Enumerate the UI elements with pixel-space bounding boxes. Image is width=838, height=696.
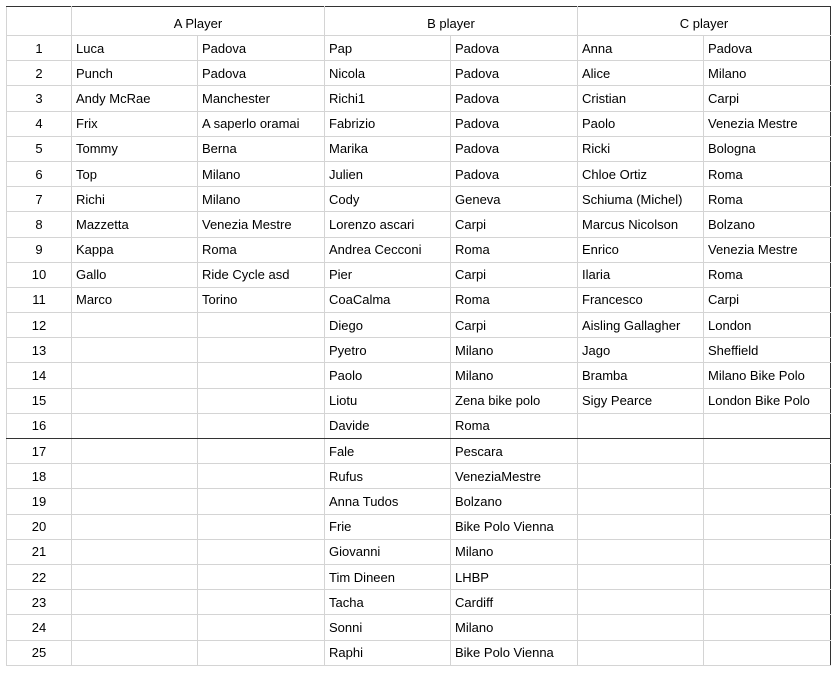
table-row	[7, 439, 831, 464]
c-city-cell[interactable]: Bologna	[704, 136, 831, 161]
a-city-cell[interactable]: Berna	[198, 136, 325, 161]
header-row	[7, 7, 831, 36]
a-city-cell[interactable]: Padova	[198, 36, 325, 61]
a-city-cell[interactable]	[198, 564, 325, 589]
a-name-cell[interactable]: Luca	[72, 36, 198, 61]
c-name-cell[interactable]: Sigy Pearce	[578, 388, 704, 413]
c-name-cell[interactable]	[578, 564, 704, 589]
a-city-cell[interactable]	[198, 590, 325, 615]
a-city-cell[interactable]	[198, 640, 325, 665]
table-row	[7, 615, 831, 640]
c-city-cell[interactable]: Sheffield	[704, 338, 831, 363]
table-row	[7, 262, 831, 287]
a-name-cell[interactable]: Tommy	[72, 136, 198, 161]
table-row	[7, 86, 831, 111]
a-city-cell[interactable]: A saperlo oramai	[198, 111, 325, 136]
c-city-cell[interactable]	[704, 615, 831, 640]
c-city-cell[interactable]: Bolzano	[704, 212, 831, 237]
c-city-cell[interactable]	[704, 640, 831, 665]
b-city-cell[interactable]: Bike Polo Vienna	[451, 640, 578, 665]
c-city-cell[interactable]: Venezia Mestre	[704, 237, 831, 262]
b-name-cell[interactable]: CoaCalma	[325, 287, 451, 312]
row-number[interactable]: 20	[7, 514, 72, 539]
b-name-cell[interactable]: Julien	[325, 161, 451, 186]
c-name-cell[interactable]: Francesco	[578, 287, 704, 312]
table-row	[7, 640, 831, 665]
a-name-cell[interactable]: Top	[72, 161, 198, 186]
player-table	[6, 6, 831, 666]
a-name-cell[interactable]: Marco	[72, 287, 198, 312]
a-city-cell[interactable]	[198, 363, 325, 388]
table-row	[7, 313, 831, 338]
row-number[interactable]: 5	[7, 136, 72, 161]
b-city-cell[interactable]: Milano	[451, 363, 578, 388]
a-name-cell[interactable]: Frix	[72, 111, 198, 136]
a-name-cell[interactable]	[72, 539, 198, 564]
c-city-cell[interactable]: London	[704, 313, 831, 338]
c-name-cell[interactable]: Schiuma (Michel)	[578, 187, 704, 212]
b-name-cell[interactable]: Marika	[325, 136, 451, 161]
row-number[interactable]: 10	[7, 262, 72, 287]
c-name-cell[interactable]	[578, 489, 704, 514]
row-number[interactable]: 21	[7, 539, 72, 564]
b-city-cell[interactable]: Padova	[451, 36, 578, 61]
row-number[interactable]: 15	[7, 388, 72, 413]
a-city-cell[interactable]	[198, 313, 325, 338]
b-city-cell[interactable]: Bolzano	[451, 489, 578, 514]
table-row	[7, 338, 831, 363]
b-name-cell[interactable]: Tacha	[325, 590, 451, 615]
b-city-cell[interactable]: Padova	[451, 161, 578, 186]
row-number[interactable]: 19	[7, 489, 72, 514]
c-name-cell[interactable]: Bramba	[578, 363, 704, 388]
table-row	[7, 489, 831, 514]
c-city-cell[interactable]	[704, 514, 831, 539]
c-name-cell[interactable]: Marcus Nicolson	[578, 212, 704, 237]
row-number[interactable]: 23	[7, 590, 72, 615]
group-header-b: B player	[325, 7, 578, 36]
b-city-cell[interactable]: Padova	[451, 61, 578, 86]
a-city-cell[interactable]	[198, 413, 325, 438]
b-name-cell[interactable]: Pap	[325, 36, 451, 61]
a-city-cell[interactable]	[198, 514, 325, 539]
c-name-cell[interactable]: Enrico	[578, 237, 704, 262]
b-name-cell[interactable]: Pier	[325, 262, 451, 287]
c-city-cell[interactable]: Roma	[704, 161, 831, 186]
table-row	[7, 539, 831, 564]
c-city-cell[interactable]	[704, 590, 831, 615]
row-number[interactable]: 24	[7, 615, 72, 640]
c-city-cell[interactable]: Roma	[704, 187, 831, 212]
b-name-cell[interactable]: Liotu	[325, 388, 451, 413]
row-number[interactable]: 25	[7, 640, 72, 665]
c-name-cell[interactable]: Anna	[578, 36, 704, 61]
table-row	[7, 514, 831, 539]
b-name-cell[interactable]: Raphi	[325, 640, 451, 665]
c-name-cell[interactable]	[578, 413, 704, 438]
row-number[interactable]: 2	[7, 61, 72, 86]
b-city-cell[interactable]: Milano	[451, 338, 578, 363]
a-name-cell[interactable]: Richi	[72, 187, 198, 212]
b-city-cell[interactable]: Zena bike polo	[451, 388, 578, 413]
b-city-cell[interactable]: LHBP	[451, 564, 578, 589]
c-city-cell[interactable]: Carpi	[704, 86, 831, 111]
table-row	[7, 36, 831, 61]
c-name-cell[interactable]	[578, 464, 704, 489]
a-city-cell[interactable]: Ride Cycle asd	[198, 262, 325, 287]
a-name-cell[interactable]	[72, 413, 198, 438]
table-row	[7, 212, 831, 237]
table-row	[7, 111, 831, 136]
c-city-cell[interactable]	[704, 539, 831, 564]
a-city-cell[interactable]	[198, 539, 325, 564]
a-name-cell[interactable]: Punch	[72, 61, 198, 86]
table-row	[7, 161, 831, 186]
b-name-cell[interactable]: Fale	[325, 439, 451, 464]
a-name-cell[interactable]	[72, 564, 198, 589]
c-city-cell[interactable]	[704, 439, 831, 464]
b-city-cell[interactable]: Carpi	[451, 212, 578, 237]
c-city-cell[interactable]	[704, 464, 831, 489]
table-row	[7, 287, 831, 312]
a-city-cell[interactable]	[198, 489, 325, 514]
c-name-cell[interactable]	[578, 514, 704, 539]
c-name-cell[interactable]: Jago	[578, 338, 704, 363]
c-city-cell[interactable]	[704, 489, 831, 514]
row-number[interactable]: 8	[7, 212, 72, 237]
c-name-cell[interactable]	[578, 539, 704, 564]
a-name-cell[interactable]	[72, 338, 198, 363]
group-header-a: A Player	[72, 7, 325, 36]
a-name-cell[interactable]: Gallo	[72, 262, 198, 287]
a-name-cell[interactable]: Mazzetta	[72, 212, 198, 237]
row-number[interactable]: 13	[7, 338, 72, 363]
a-name-cell[interactable]: Andy McRae	[72, 86, 198, 111]
c-name-cell[interactable]	[578, 615, 704, 640]
row-number[interactable]: 14	[7, 363, 72, 388]
a-city-cell[interactable]: Milano	[198, 187, 325, 212]
a-name-cell[interactable]	[72, 640, 198, 665]
c-city-cell[interactable]	[704, 564, 831, 589]
b-city-cell[interactable]: Roma	[451, 413, 578, 438]
a-city-cell[interactable]	[198, 615, 325, 640]
b-city-cell[interactable]: Milano	[451, 615, 578, 640]
a-name-cell[interactable]	[72, 514, 198, 539]
table-row	[7, 564, 831, 589]
b-city-cell[interactable]: Roma	[451, 237, 578, 262]
b-name-cell[interactable]: Fabrizio	[325, 111, 451, 136]
b-city-cell[interactable]: Pescara	[451, 439, 578, 464]
c-name-cell[interactable]: Ricki	[578, 136, 704, 161]
b-name-cell[interactable]: Giovanni	[325, 539, 451, 564]
b-city-cell[interactable]: Padova	[451, 111, 578, 136]
row-number[interactable]: 22	[7, 564, 72, 589]
a-city-cell[interactable]: Venezia Mestre	[198, 212, 325, 237]
b-name-cell[interactable]: Paolo	[325, 363, 451, 388]
table-row	[7, 187, 831, 212]
table-row	[7, 363, 831, 388]
a-name-cell[interactable]	[72, 313, 198, 338]
c-name-cell[interactable]: Paolo	[578, 111, 704, 136]
c-name-cell[interactable]	[578, 590, 704, 615]
a-city-cell[interactable]: Manchester	[198, 86, 325, 111]
b-name-cell[interactable]: Lorenzo ascari	[325, 212, 451, 237]
b-name-cell[interactable]: Pyetro	[325, 338, 451, 363]
b-name-cell[interactable]: Andrea Cecconi	[325, 237, 451, 262]
group-header-c: C player	[578, 7, 831, 36]
a-name-cell[interactable]	[72, 615, 198, 640]
c-city-cell[interactable]: Carpi	[704, 287, 831, 312]
row-number[interactable]: 7	[7, 187, 72, 212]
a-city-cell[interactable]: Torino	[198, 287, 325, 312]
a-city-cell[interactable]: Milano	[198, 161, 325, 186]
b-name-cell[interactable]: Davide	[325, 413, 451, 438]
a-city-cell[interactable]: Padova	[198, 61, 325, 86]
c-name-cell[interactable]: Alice	[578, 61, 704, 86]
c-city-cell[interactable]: Roma	[704, 262, 831, 287]
b-name-cell[interactable]: Sonni	[325, 615, 451, 640]
b-city-cell[interactable]: Cardiff	[451, 590, 578, 615]
b-city-cell[interactable]: Padova	[451, 86, 578, 111]
table-row	[7, 413, 831, 438]
c-city-cell[interactable]: London Bike Polo	[704, 388, 831, 413]
a-name-cell[interactable]	[72, 489, 198, 514]
row-number[interactable]: 16	[7, 413, 72, 438]
c-name-cell[interactable]: Ilaria	[578, 262, 704, 287]
a-city-cell[interactable]	[198, 338, 325, 363]
b-name-cell[interactable]: Frie	[325, 514, 451, 539]
b-city-cell[interactable]: Carpi	[451, 313, 578, 338]
b-city-cell[interactable]: Bike Polo Vienna	[451, 514, 578, 539]
a-name-cell[interactable]	[72, 590, 198, 615]
b-city-cell[interactable]: Geneva	[451, 187, 578, 212]
c-name-cell[interactable]	[578, 439, 704, 464]
b-city-cell[interactable]: Roma	[451, 287, 578, 312]
a-city-cell[interactable]: Roma	[198, 237, 325, 262]
a-name-cell[interactable]: Kappa	[72, 237, 198, 262]
c-city-cell[interactable]: Padova	[704, 36, 831, 61]
a-city-cell[interactable]	[198, 388, 325, 413]
row-number[interactable]: 6	[7, 161, 72, 186]
a-name-cell[interactable]	[72, 388, 198, 413]
a-name-cell[interactable]	[72, 439, 198, 464]
row-number[interactable]: 9	[7, 237, 72, 262]
table-row	[7, 136, 831, 161]
b-city-cell[interactable]: Milano	[451, 539, 578, 564]
c-name-cell[interactable]: Chloe Ortiz	[578, 161, 704, 186]
b-city-cell[interactable]: Carpi	[451, 262, 578, 287]
a-name-cell[interactable]	[72, 363, 198, 388]
c-city-cell[interactable]: Venezia Mestre	[704, 111, 831, 136]
row-number[interactable]: 1	[7, 36, 72, 61]
b-name-cell[interactable]: Richi1	[325, 86, 451, 111]
c-city-cell[interactable]: Milano	[704, 61, 831, 86]
c-city-cell[interactable]	[704, 413, 831, 438]
a-name-cell[interactable]	[72, 464, 198, 489]
c-name-cell[interactable]	[578, 640, 704, 665]
b-name-cell[interactable]: Diego	[325, 313, 451, 338]
row-number[interactable]: 17	[7, 439, 72, 464]
table-row	[7, 61, 831, 86]
c-name-cell[interactable]: Cristian	[578, 86, 704, 111]
b-name-cell[interactable]: Nicola	[325, 61, 451, 86]
b-name-cell[interactable]: Tim Dineen	[325, 564, 451, 589]
b-city-cell[interactable]: Padova	[451, 136, 578, 161]
table-row	[7, 590, 831, 615]
b-city-cell[interactable]: VeneziaMestre	[451, 464, 578, 489]
row-number[interactable]: 4	[7, 111, 72, 136]
c-name-cell[interactable]: Aisling Gallagher	[578, 313, 704, 338]
b-name-cell[interactable]: Rufus	[325, 464, 451, 489]
a-city-cell[interactable]	[198, 439, 325, 464]
table-row	[7, 237, 831, 262]
row-number[interactable]: 3	[7, 86, 72, 111]
table-row	[7, 388, 831, 413]
a-city-cell[interactable]	[198, 464, 325, 489]
corner-cell	[7, 7, 72, 36]
b-name-cell[interactable]: Cody	[325, 187, 451, 212]
row-number[interactable]: 12	[7, 313, 72, 338]
c-city-cell[interactable]: Milano Bike Polo	[704, 363, 831, 388]
row-number[interactable]: 18	[7, 464, 72, 489]
b-name-cell[interactable]: Anna Tudos	[325, 489, 451, 514]
table-row	[7, 464, 831, 489]
row-number[interactable]: 11	[7, 287, 72, 312]
